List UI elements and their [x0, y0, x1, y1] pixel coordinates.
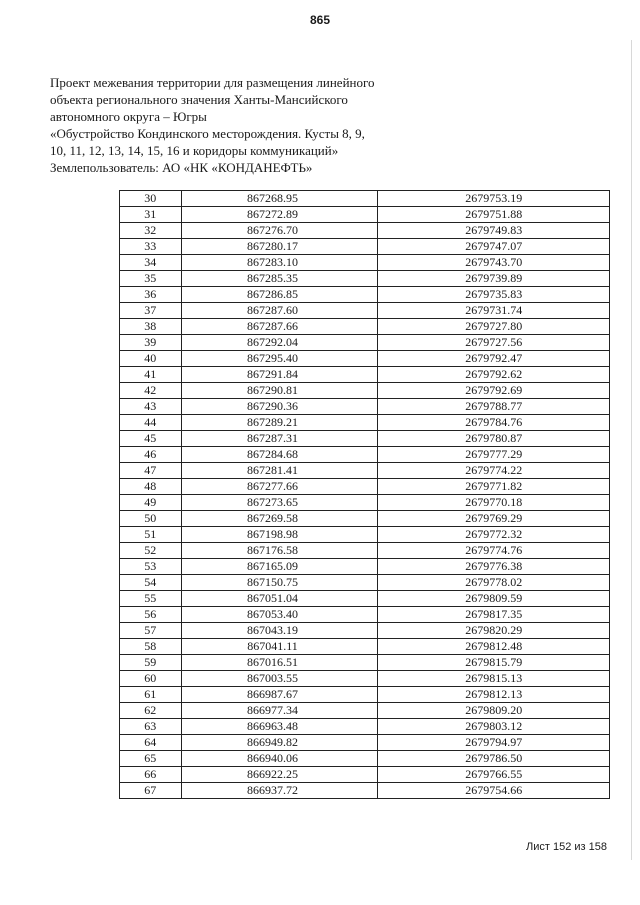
x-coordinate-cell: 867281.41	[181, 463, 378, 479]
y-coordinate-cell: 2679803.12	[378, 719, 610, 735]
y-coordinate-cell: 2679771.82	[378, 479, 610, 495]
x-coordinate-cell: 867284.68	[181, 447, 378, 463]
y-coordinate-cell: 2679817.35	[378, 607, 610, 623]
y-coordinate-cell: 2679727.56	[378, 335, 610, 351]
table-row	[120, 383, 610, 399]
point-number-cell: 52	[120, 543, 182, 559]
table-row	[120, 495, 610, 511]
y-coordinate-cell: 2679777.29	[378, 447, 610, 463]
x-coordinate-cell: 867041.11	[181, 639, 378, 655]
document-header	[50, 74, 410, 176]
y-coordinate-cell: 2679743.70	[378, 255, 610, 271]
table-row	[120, 447, 610, 463]
y-coordinate-cell: 2679815.13	[378, 671, 610, 687]
point-number-cell: 58	[120, 639, 182, 655]
table-row	[120, 591, 610, 607]
point-number-cell: 60	[120, 671, 182, 687]
point-number-cell: 47	[120, 463, 182, 479]
table-row	[120, 431, 610, 447]
x-coordinate-cell: 867198.98	[181, 527, 378, 543]
point-number-cell: 64	[120, 735, 182, 751]
x-coordinate-cell: 867285.35	[181, 271, 378, 287]
point-number-cell: 57	[120, 623, 182, 639]
table-row	[120, 655, 610, 671]
x-coordinate-cell: 867150.75	[181, 575, 378, 591]
table-row	[120, 367, 610, 383]
x-coordinate-cell: 867276.70	[181, 223, 378, 239]
y-coordinate-cell: 2679788.77	[378, 399, 610, 415]
table-row	[120, 303, 610, 319]
page-number: 865	[309, 13, 331, 27]
point-number-cell: 55	[120, 591, 182, 607]
y-coordinate-cell: 2679792.47	[378, 351, 610, 367]
x-coordinate-cell: 867016.51	[181, 655, 378, 671]
point-number-cell: 65	[120, 751, 182, 767]
x-coordinate-cell: 867295.40	[181, 351, 378, 367]
header-line: «Обустройство Кондинского месторождения. Кусты 8, 9,	[50, 126, 365, 141]
table-row	[120, 527, 610, 543]
x-coordinate-cell: 867287.66	[181, 319, 378, 335]
y-coordinate-cell: 2679774.76	[378, 543, 610, 559]
table-row	[120, 687, 610, 703]
y-coordinate-cell: 2679747.07	[378, 239, 610, 255]
x-coordinate-cell: 867272.89	[181, 207, 378, 223]
y-coordinate-cell: 2679820.29	[378, 623, 610, 639]
y-coordinate-cell: 2679784.76	[378, 415, 610, 431]
point-number-cell: 62	[120, 703, 182, 719]
point-number-cell: 54	[120, 575, 182, 591]
table-row	[120, 559, 610, 575]
header-line: объекта регионального значения Ханты-Мансийского	[50, 92, 348, 107]
table-row	[120, 319, 610, 335]
y-coordinate-cell: 2679794.97	[378, 735, 610, 751]
table-row	[120, 735, 610, 751]
point-number-cell: 36	[120, 287, 182, 303]
x-coordinate-cell: 866949.82	[181, 735, 378, 751]
point-number-cell: 33	[120, 239, 182, 255]
y-coordinate-cell: 2679731.74	[378, 303, 610, 319]
y-coordinate-cell: 2679778.02	[378, 575, 610, 591]
point-number-cell: 35	[120, 271, 182, 287]
point-number-cell: 37	[120, 303, 182, 319]
x-coordinate-cell: 867003.55	[181, 671, 378, 687]
x-coordinate-cell: 866963.48	[181, 719, 378, 735]
point-number-cell: 41	[120, 367, 182, 383]
table-row	[120, 751, 610, 767]
y-coordinate-cell: 2679739.89	[378, 271, 610, 287]
point-number-cell: 61	[120, 687, 182, 703]
y-coordinate-cell: 2679766.55	[378, 767, 610, 783]
point-number-cell: 46	[120, 447, 182, 463]
y-coordinate-cell: 2679769.29	[378, 511, 610, 527]
y-coordinate-cell: 2679815.79	[378, 655, 610, 671]
table-row	[120, 255, 610, 271]
sheet-counter: Лист 152 из 158	[526, 841, 607, 853]
y-coordinate-cell: 2679786.50	[378, 751, 610, 767]
x-coordinate-cell: 866987.67	[181, 687, 378, 703]
table-row	[120, 783, 610, 799]
point-number-cell: 38	[120, 319, 182, 335]
point-number-cell: 63	[120, 719, 182, 735]
table-row	[120, 639, 610, 655]
point-number-cell: 66	[120, 767, 182, 783]
x-coordinate-cell: 867280.17	[181, 239, 378, 255]
point-number-cell: 53	[120, 559, 182, 575]
point-number-cell: 39	[120, 335, 182, 351]
y-coordinate-cell: 2679780.87	[378, 431, 610, 447]
table-row	[120, 623, 610, 639]
x-coordinate-cell: 867176.58	[181, 543, 378, 559]
table-row	[120, 719, 610, 735]
x-coordinate-cell: 867283.10	[181, 255, 378, 271]
x-coordinate-cell: 867287.60	[181, 303, 378, 319]
x-coordinate-cell: 867290.81	[181, 383, 378, 399]
point-number-cell: 40	[120, 351, 182, 367]
x-coordinate-cell: 867268.95	[181, 191, 378, 207]
table-row	[120, 767, 610, 783]
y-coordinate-cell: 2679754.66	[378, 783, 610, 799]
table-row	[120, 207, 610, 223]
y-coordinate-cell: 2679792.69	[378, 383, 610, 399]
point-number-cell: 51	[120, 527, 182, 543]
table-row	[120, 463, 610, 479]
table-row	[120, 511, 610, 527]
table-row	[120, 335, 610, 351]
x-coordinate-cell: 866937.72	[181, 783, 378, 799]
coordinates-table-body	[120, 191, 610, 799]
x-coordinate-cell: 867051.04	[181, 591, 378, 607]
y-coordinate-cell: 2679809.20	[378, 703, 610, 719]
x-coordinate-cell: 867273.65	[181, 495, 378, 511]
x-coordinate-cell: 867291.84	[181, 367, 378, 383]
table-row	[120, 607, 610, 623]
x-coordinate-cell: 867290.36	[181, 399, 378, 415]
point-number-cell: 30	[120, 191, 182, 207]
y-coordinate-cell: 2679812.48	[378, 639, 610, 655]
table-row	[120, 191, 610, 207]
y-coordinate-cell: 2679774.22	[378, 463, 610, 479]
table-row	[120, 703, 610, 719]
point-number-cell: 42	[120, 383, 182, 399]
table-row	[120, 543, 610, 559]
point-number-cell: 43	[120, 399, 182, 415]
point-number-cell: 67	[120, 783, 182, 799]
table-row	[120, 671, 610, 687]
point-number-cell: 59	[120, 655, 182, 671]
y-coordinate-cell: 2679749.83	[378, 223, 610, 239]
point-number-cell: 48	[120, 479, 182, 495]
table-row	[120, 287, 610, 303]
y-coordinate-cell: 2679727.80	[378, 319, 610, 335]
x-coordinate-cell: 867165.09	[181, 559, 378, 575]
point-number-cell: 50	[120, 511, 182, 527]
x-coordinate-cell: 867053.40	[181, 607, 378, 623]
point-number-cell: 49	[120, 495, 182, 511]
table-row	[120, 415, 610, 431]
y-coordinate-cell: 2679772.32	[378, 527, 610, 543]
x-coordinate-cell: 867292.04	[181, 335, 378, 351]
table-row	[120, 271, 610, 287]
y-coordinate-cell: 2679809.59	[378, 591, 610, 607]
x-coordinate-cell: 867269.58	[181, 511, 378, 527]
table-row	[120, 351, 610, 367]
y-coordinate-cell: 2679735.83	[378, 287, 610, 303]
point-number-cell: 56	[120, 607, 182, 623]
scan-edge-line	[631, 40, 632, 860]
point-number-cell: 45	[120, 431, 182, 447]
x-coordinate-cell: 866922.25	[181, 767, 378, 783]
table-row	[120, 223, 610, 239]
y-coordinate-cell: 2679770.18	[378, 495, 610, 511]
x-coordinate-cell: 866940.06	[181, 751, 378, 767]
x-coordinate-cell: 867286.85	[181, 287, 378, 303]
x-coordinate-cell: 867277.66	[181, 479, 378, 495]
point-number-cell: 34	[120, 255, 182, 271]
point-number-cell: 31	[120, 207, 182, 223]
table-row	[120, 575, 610, 591]
header-line: автономного округа – Югры	[50, 109, 207, 124]
point-number-cell: 44	[120, 415, 182, 431]
x-coordinate-cell: 866977.34	[181, 703, 378, 719]
table-row	[120, 399, 610, 415]
y-coordinate-cell: 2679792.62	[378, 367, 610, 383]
header-line: Проект межевания территории для размещения линейного	[50, 75, 375, 90]
land-user-line: Землепользователь: АО «НК «КОНДАНЕФТЬ»	[50, 160, 313, 175]
x-coordinate-cell: 867289.21	[181, 415, 378, 431]
table-row	[120, 239, 610, 255]
header-line: 10, 11, 12, 13, 14, 15, 16 и коридоры коммуникаций»	[50, 143, 339, 158]
x-coordinate-cell: 867043.19	[181, 623, 378, 639]
y-coordinate-cell: 2679753.19	[378, 191, 610, 207]
point-number-cell: 32	[120, 223, 182, 239]
y-coordinate-cell: 2679751.88	[378, 207, 610, 223]
coordinates-table	[119, 190, 610, 799]
table-row	[120, 479, 610, 495]
y-coordinate-cell: 2679812.13	[378, 687, 610, 703]
x-coordinate-cell: 867287.31	[181, 431, 378, 447]
y-coordinate-cell: 2679776.38	[378, 559, 610, 575]
